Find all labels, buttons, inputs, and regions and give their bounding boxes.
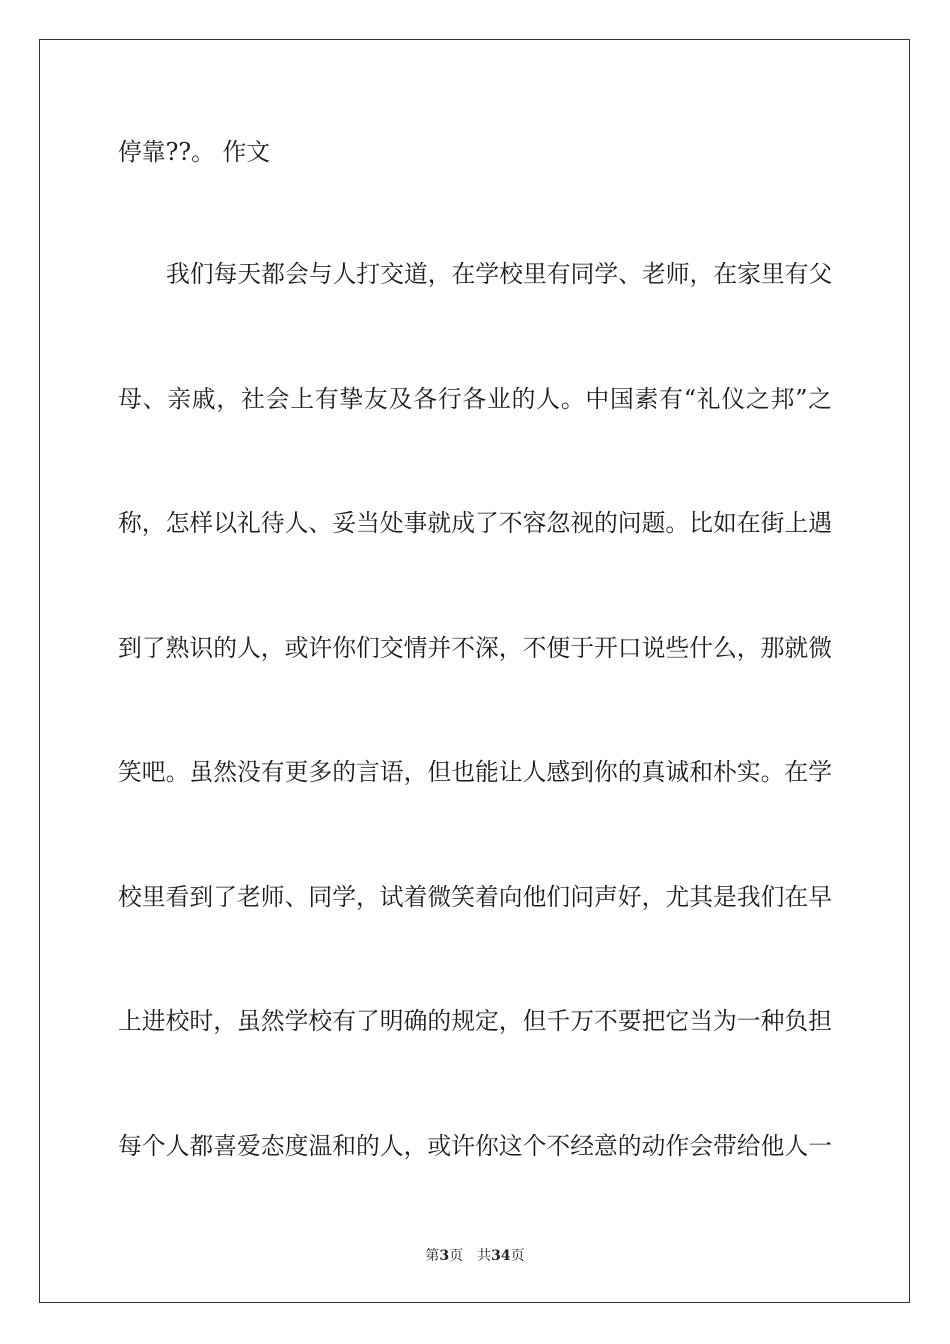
text-line-9: 每个人都喜爱态度温和的人，或许你这个不经意的动作会带给他人一 — [118, 1132, 832, 1160]
text-line-4: 称，怎样以礼待人、妥当处事就成了不容忽视的问题。比如在街上遇 — [118, 509, 832, 537]
text-line-7: 校里看到了老师、同学，试着微笑着向他们问声好，尤其是我们在早 — [118, 883, 832, 911]
page-footer — [0, 1247, 950, 1265]
text-line-8: 上进校时，虽然学校有了明确的规定，但千万不要把它当为一种负担 — [118, 1007, 832, 1035]
page-prefix: 第 — [425, 1248, 440, 1264]
text-line-5: 到了熟识的人，或许你们交情并不深，不便于开口说些什么，那就微 — [118, 634, 832, 662]
total-pages: 34 — [491, 1248, 511, 1264]
text-line-6: 笑吧。虽然没有更多的言语，但也能让人感到你的真诚和朴实。在学 — [118, 758, 832, 786]
text-line-3: 母、亲戚，社会上有挚友及各行各业的人。中国素有“礼仪之邦”之 — [118, 385, 832, 413]
page-suffix: 页 — [449, 1248, 464, 1264]
text-line-1: 停靠??。 作文 — [118, 138, 271, 166]
page-number: 3 — [439, 1248, 450, 1264]
page-border — [39, 39, 910, 1303]
total-suffix: 页 — [510, 1248, 525, 1264]
text-line-2: 我们每天都会与人打交道，在学校里有同学、老师，在家里有父 — [166, 260, 832, 288]
total-prefix: 共 — [477, 1248, 492, 1264]
